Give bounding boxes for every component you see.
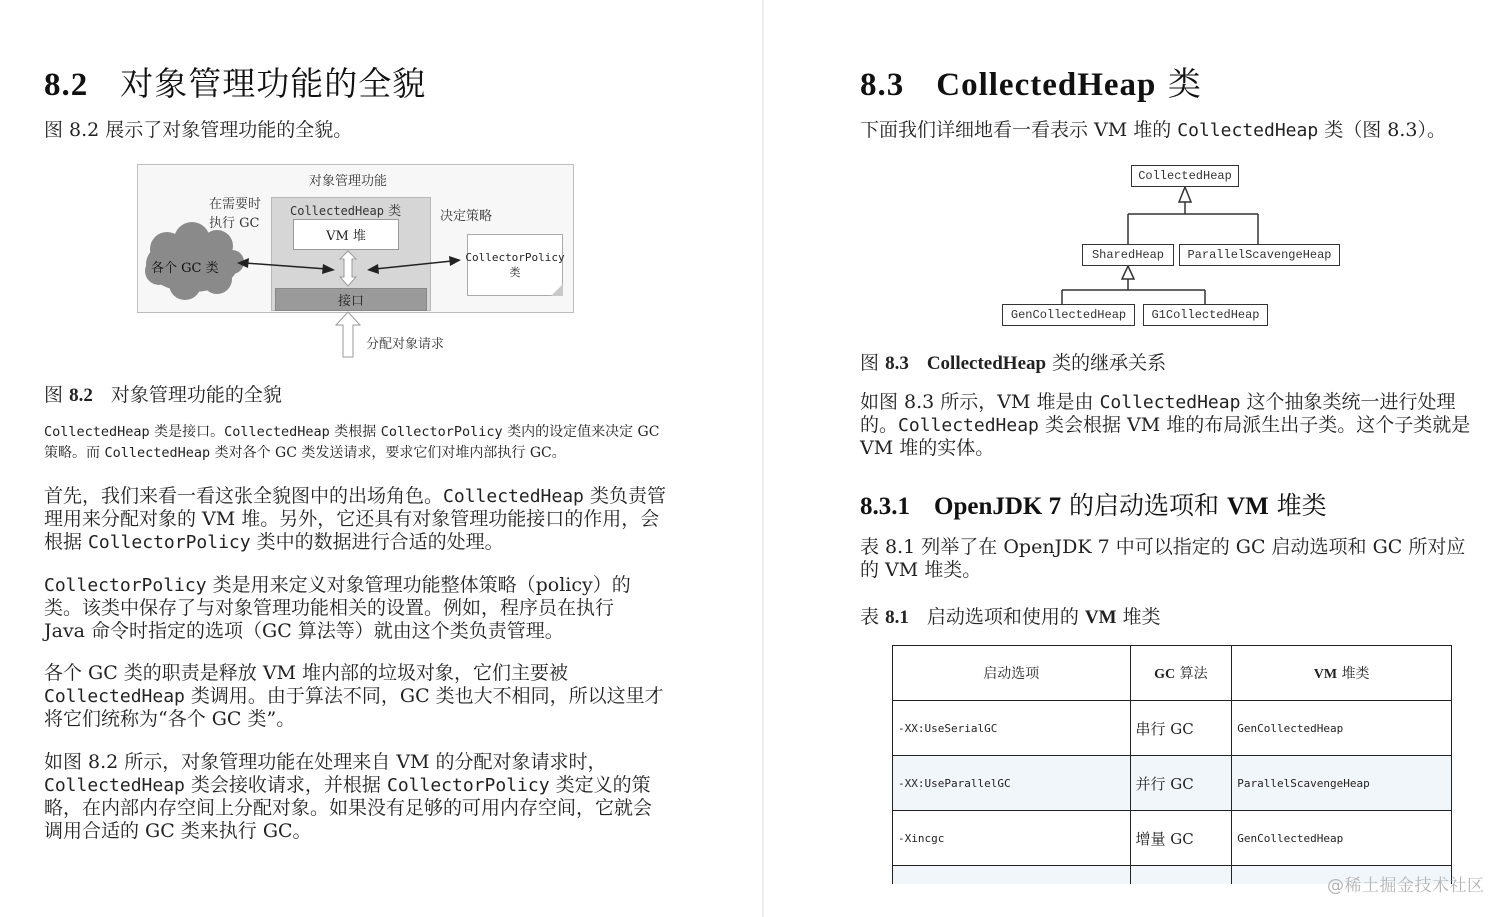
- cell-algorithm: 并行 GC: [1130, 756, 1232, 811]
- section-title-class: CollectedHeap: [936, 67, 1157, 103]
- node-gencollectedheap: GenCollectedHeap: [1002, 304, 1135, 326]
- gc-trigger-label-2: 执行 GC: [209, 216, 260, 231]
- section-intro: 图 8.2 展示了对象管理功能的全貌。: [44, 119, 353, 141]
- collectedheap-box-label: CollectedHeap 类: [290, 204, 402, 219]
- paragraph-roles: 首先，我们来看一看这张全貌图中的出场角色。CollectedHeap 类负责管理用来分配对象的 VM 堆。另外，它还具有对象管理功能接口的作用，会根据 CollectorPolicy 类中的数据进行合适的处理。: [44, 485, 666, 553]
- figure-8-3-caption: 图 8.3 CollectedHeap 类的继承关系: [860, 352, 1167, 374]
- header-vm-heap-class: VM 堆类: [1232, 646, 1452, 701]
- cell-option: -Xincgc: [893, 811, 1131, 866]
- section-title-suffix: 类: [1156, 64, 1202, 103]
- section-heading-8-3: [860, 58, 1202, 105]
- paragraph-collectorpolicy: CollectorPolicy 类是用来定义对象管理功能整体策略（policy）的类。该类中保存了与对象管理功能相关的设置。例如，程序员在执行 Java 命令时指定的选项（GC 算法等）就由这个类负责管理。: [44, 574, 631, 642]
- section-number: 8.3: [860, 67, 905, 103]
- figure-8-2-note: CollectedHeap 类是接口。CollectedHeap 类根据 CollectorPolicy 类内的设定值来决定 GC 策略。而 CollectedHeap 类对各个 GC 类发送请求，要求它们对堆内部执行 GC。: [44, 424, 660, 461]
- cell-algorithm: 增量 GC: [1130, 811, 1232, 866]
- node-g1collectedheap: G1CollectedHeap: [1143, 304, 1268, 326]
- inheritance-arrow-icon: [1122, 266, 1134, 279]
- cell-option: -XX:UseParallelGC: [893, 756, 1131, 811]
- alloc-request-label: 分配对象请求: [366, 337, 445, 352]
- figure-8-3-inheritance-diagram: [1000, 162, 1345, 330]
- header-gc-algorithm: GC 算法: [1130, 646, 1232, 701]
- table-header-row: [893, 646, 1452, 701]
- node-sharedheap: SharedHeap: [1082, 244, 1174, 266]
- decide-policy-label: 决定策略: [440, 209, 493, 224]
- cell-heap-class: GenCollectedHeap: [1232, 811, 1452, 866]
- figure-8-2-caption: 图 8.2 对象管理功能的全貌: [44, 384, 282, 406]
- node-parallelscavengeheap: ParallelScavengeHeap: [1179, 244, 1340, 266]
- inheritance-arrow-icon: [1179, 187, 1191, 202]
- subsection-heading-8-3-1: 8.3.1 OpenJDK 7 的启动选项和 VM 堆类: [860, 491, 1327, 520]
- diagram-frame-title: 对象管理功能: [309, 174, 388, 189]
- watermark: @稀土掘金技术社区: [1327, 876, 1485, 896]
- table-8-1-startup-options: [892, 645, 1452, 884]
- section-title: 对象管理功能的全貌: [120, 64, 427, 103]
- node-collectedheap: CollectedHeap: [1131, 165, 1239, 187]
- paragraph-allocation-flow: 如图 8.2 所示，对象管理功能在处理来自 VM 的分配对象请求时，CollectedHeap 类会接收请求，并根据 CollectorPolicy 类定义的策略，在内部内存空间上分配对象。如果没有足够的可用内存空间，它就会调用合适的 GC 类来执行 GC。: [44, 751, 653, 842]
- section-number: 8.2: [44, 67, 89, 103]
- paragraph-gc-classes: 各个 GC 类的职责是释放 VM 堆内部的垃圾对象，它们主要被 CollectedHeap 类调用。由于算法不同，GC 类也大不相同，所以这里才将它们统称为“各个 GC 类”。: [44, 662, 664, 730]
- section-heading-8-2: [44, 58, 426, 105]
- collectorpolicy-note: CollectorPolicy 类: [467, 234, 563, 296]
- cell-heap-class: GenCollectedHeap: [1232, 701, 1452, 756]
- gc-trigger-label-1: 在需要时: [209, 197, 262, 212]
- vm-heap-box: VM 堆: [293, 219, 399, 250]
- paragraph-vm-heap-entity: 如图 8.3 所示，VM 堆是由 CollectedHeap 这个抽象类统一进行处理的。CollectedHeap 类会根据 VM 堆的布局派生出子类。这个子类就是 VM 堆的实体。: [860, 391, 1471, 459]
- table-row: [893, 811, 1452, 866]
- figure-8-2-object-management-diagram: [137, 164, 574, 360]
- table-8-1-caption: 表 8.1 启动选项和使用的 VM 堆类: [860, 606, 1161, 628]
- section-8-3-intro: 下面我们详细地看一看表示 VM 堆的 CollectedHeap 类（图 8.3）。: [860, 119, 1446, 141]
- table-row: [893, 701, 1452, 756]
- gc-classes-label: 各个 GC 类: [151, 261, 219, 276]
- cell-heap-class: ParallelScavengeHeap: [1232, 756, 1452, 811]
- interface-box: 接口: [275, 288, 427, 311]
- header-option: 启动选项: [893, 646, 1131, 701]
- cell-algorithm: 串行 GC: [1130, 701, 1232, 756]
- cell-option: -XX:UseSerialGC: [893, 701, 1131, 756]
- subsection-8-3-1-text: 表 8.1 列举了在 OpenJDK 7 中可以指定的 GC 启动选项和 GC 所对应的 VM 堆类。: [860, 536, 1466, 581]
- table-row: [893, 756, 1452, 811]
